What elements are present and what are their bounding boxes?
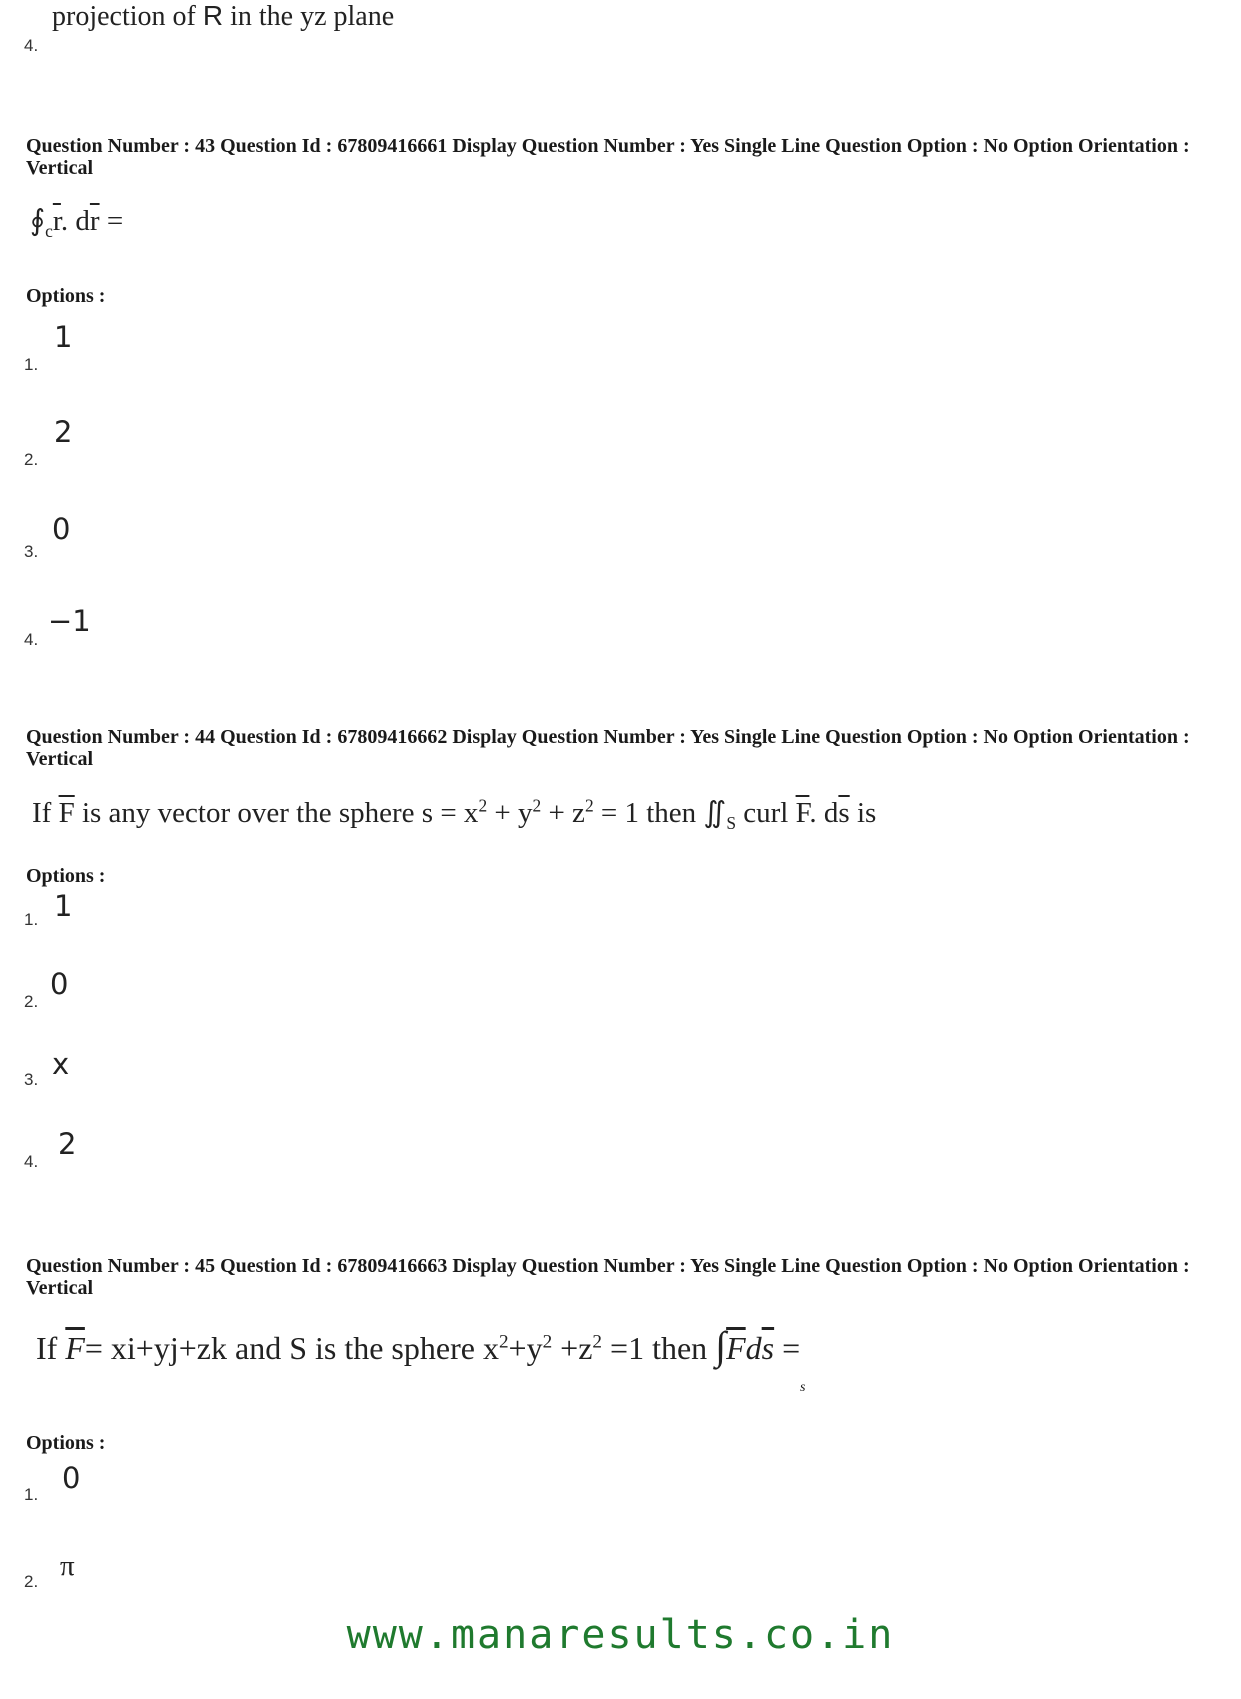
q45-d: d — [745, 1330, 762, 1366]
q43-r1: $\overline{r}$ — [52, 205, 61, 237]
q45-eq: = — [774, 1330, 801, 1366]
q43-options-label: Options : — [26, 285, 106, 307]
q44-t8: is — [849, 797, 877, 829]
q45-F1: $\overline{F}$ — [65, 1330, 85, 1366]
q44-F1: $\overline{F}$ — [58, 797, 75, 829]
q45-t4: +z — [552, 1330, 593, 1366]
q44-option-3-number: 3. — [24, 1070, 39, 1089]
q45-option-1-value: 0 — [62, 1461, 81, 1495]
q45-option-1-number: 1. — [24, 1485, 39, 1504]
q43-option-4-number: 4. — [24, 630, 39, 649]
q45-option-2-value: π — [60, 1550, 75, 1582]
prev-option-4-text — [52, 0, 394, 33]
q44-e3: 2 — [584, 795, 594, 816]
q45-t3: +y — [508, 1330, 543, 1366]
q43-option-2-number: 2. — [24, 450, 39, 469]
q44-options-label: Options : — [26, 865, 106, 887]
q44-t4: + z — [541, 797, 585, 829]
q44-option-4-number: 4. — [24, 1152, 39, 1171]
q45-option-2-number: 2. — [24, 1572, 39, 1591]
prev-option-text-b: in the yz plane — [223, 1, 395, 32]
q45-s: $\overline{s}$ — [761, 1330, 775, 1366]
q43-dot-d: . d — [60, 205, 90, 237]
q44-t3: + y — [487, 797, 533, 829]
q44-t1: If — [32, 797, 59, 829]
q43-option-4-value: −1 — [48, 604, 91, 638]
q44-s: $\overline{s}$ — [838, 797, 850, 829]
q43-option-1-value: 1 — [54, 320, 73, 354]
q43-option-3-value: 0 — [52, 512, 71, 546]
q43-option-1-number: 1. — [24, 355, 39, 374]
q45-options-label: Options : — [26, 1432, 106, 1454]
q44-e1: 2 — [478, 795, 488, 816]
q44-t2: is any vector over the sphere s = x — [74, 797, 479, 829]
q45-t2: = xi+yj+zk and S is the sphere x — [84, 1330, 499, 1366]
q45-F2: $\overline{F}$ — [726, 1330, 746, 1366]
q45-meta: Question Number : 45 Question Id : 67809416663 Display Question Number : Yes Single Line Question Option : No Option Orientation : Vertical — [26, 1255, 1190, 1299]
q45-question — [36, 1322, 800, 1369]
q43-eq: = — [99, 205, 124, 237]
q45-t1: If — [36, 1330, 66, 1366]
q44-F2: $\overline{F}$ — [795, 797, 810, 829]
q44-option-4-value: 2 — [58, 1127, 77, 1161]
q44-option-1-number: 1. — [24, 910, 39, 929]
q44-t6: curl — [735, 797, 796, 829]
q44-option-1-value: 1 — [54, 889, 73, 923]
q43-question — [30, 203, 123, 242]
q44-t7: . d — [809, 797, 839, 829]
closed-integral-symbol: ∮ — [30, 205, 46, 237]
q45-e2: 2 — [542, 1331, 553, 1353]
q44-t5: = 1 then ∬ — [593, 797, 727, 829]
website-footer: www.manaresults.co.in — [346, 1612, 895, 1658]
q43-option-2-value: 2 — [54, 415, 73, 449]
q45-integral-lower-limit: s — [800, 1380, 806, 1395]
q43-integral-sub: c — [45, 220, 53, 241]
q45-t5: =1 then — [602, 1330, 716, 1366]
prev-option-text-a: projection of — [52, 1, 203, 32]
integral-symbol: ∫ — [715, 1323, 727, 1368]
q44-e2: 2 — [532, 795, 542, 816]
q44-meta: Question Number : 44 Question Id : 67809416662 Display Question Number : Yes Single Line Question Option : No Option Orientation : Vertical — [26, 726, 1190, 770]
q45-e1: 2 — [498, 1331, 509, 1353]
q45-e3: 2 — [592, 1331, 603, 1353]
q44-option-2-number: 2. — [24, 992, 39, 1011]
q44-option-2-value: 0 — [50, 967, 69, 1001]
q44-question — [32, 795, 876, 834]
prev-option-4-number: 4. — [24, 36, 39, 55]
q44-option-3-value: x — [52, 1047, 70, 1081]
q44-sub: S — [726, 812, 736, 833]
q43-option-3-number: 3. — [24, 542, 39, 561]
q43-r2: $\overline{r}$ — [89, 205, 100, 237]
prev-option-symbol: R — [202, 0, 224, 31]
q43-meta: Question Number : 43 Question Id : 67809416661 Display Question Number : Yes Single Line Question Option : No Option Orientation : Vertical — [26, 135, 1190, 179]
